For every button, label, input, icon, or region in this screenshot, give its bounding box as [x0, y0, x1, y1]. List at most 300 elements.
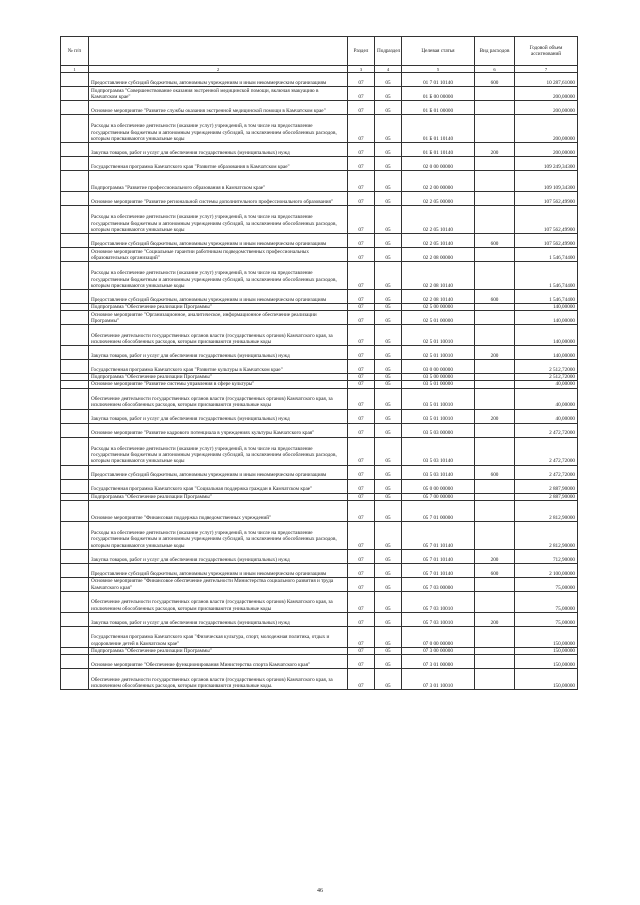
table-row	[61, 388, 578, 409]
cell-razdel: 07	[348, 157, 375, 171]
cell-num	[61, 500, 89, 521]
cell-num	[61, 591, 89, 612]
table-row	[61, 290, 578, 304]
cell-expense	[475, 381, 515, 388]
cell-expense: 600	[475, 234, 515, 248]
cell-name: Основное мероприятие "Развитие системы управления в сфере культуры"	[89, 381, 348, 388]
cell-razdel: 07	[348, 101, 375, 115]
cell-razdel: 07	[348, 234, 375, 248]
cell-name: Закупка товаров, работ и услуг для обеспечения государственных (муниципальных) нужд	[89, 346, 348, 360]
header-amount: Годовой объем ассигнований	[515, 37, 578, 66]
cell-expense	[475, 360, 515, 374]
cell-razdel: 07	[348, 500, 375, 521]
cell-num	[61, 577, 89, 591]
cell-name: Подпрограмма "Обеспечение реализации Программы"	[89, 304, 348, 311]
cell-podrazdel: 05	[375, 563, 402, 577]
cell-name: Подпрограмма "Развитие профессионального образования в Камчатском крае"	[89, 171, 348, 192]
table-row	[61, 465, 578, 479]
cell-expense	[475, 437, 515, 465]
cell-amount: 1 546,74400	[515, 248, 578, 262]
column-number-row	[61, 66, 578, 73]
cell-num	[61, 669, 89, 690]
cell-podrazdel: 05	[375, 325, 402, 346]
cell-podrazdel: 05	[375, 655, 402, 669]
table-row	[61, 612, 578, 626]
table-row	[61, 409, 578, 423]
column-number: 3	[348, 66, 375, 73]
table-row	[61, 381, 578, 388]
cell-expense	[475, 157, 515, 171]
cell-razdel: 07	[348, 381, 375, 388]
cell-podrazdel: 05	[375, 157, 402, 171]
cell-amount: 2 812,90000	[515, 500, 578, 521]
cell-num	[61, 311, 89, 325]
cell-name: Расходы на обеспечение деятельности (оказание услуг) учреждений, в том числе на предоставление государственным бюджетным и автономным учреждениям субсидий, за исключением обособленных расходов, которым присваиваются уникальные коды	[89, 262, 348, 290]
cell-amount: 140,00000	[515, 325, 578, 346]
cell-num	[61, 73, 89, 87]
cell-num	[61, 381, 89, 388]
cell-razdel: 07	[348, 311, 375, 325]
header-name	[89, 37, 348, 66]
cell-amount: 2 812,90000	[515, 521, 578, 549]
cell-amount: 40,00000	[515, 381, 578, 388]
cell-num	[61, 157, 89, 171]
cell-razdel: 07	[348, 563, 375, 577]
cell-amount: 140,00000	[515, 311, 578, 325]
cell-target: 02 2 05 10140	[402, 206, 475, 234]
table-row	[61, 479, 578, 493]
cell-num	[61, 647, 89, 654]
table-row	[61, 248, 578, 262]
cell-name: Государственная программа Камчатского края "Развитие культуры в Камчатском крае"	[89, 360, 348, 374]
cell-razdel: 07	[348, 290, 375, 304]
header-razdel: Раздел	[348, 37, 375, 66]
cell-amount: 140,00000	[515, 304, 578, 311]
column-number: 4	[375, 66, 402, 73]
cell-expense	[475, 206, 515, 234]
cell-expense	[475, 171, 515, 192]
cell-target: 02 5 01 10010	[402, 346, 475, 360]
cell-amount: 1 546,74400	[515, 290, 578, 304]
cell-num	[61, 626, 89, 647]
header-num: № п/п	[61, 37, 89, 66]
cell-expense: 600	[475, 465, 515, 479]
cell-amount: 10 287,61000	[515, 73, 578, 87]
cell-podrazdel: 05	[375, 73, 402, 87]
cell-expense	[475, 388, 515, 409]
cell-target: 05 7 03 10010	[402, 591, 475, 612]
cell-target: 05 7 01 10140	[402, 549, 475, 563]
column-number: 6	[475, 66, 515, 73]
cell-name: Подпрограмма "Совершенствование оказания экстренной медицинской помощи, включая эвакуацию в Камчатском крае"	[89, 87, 348, 101]
cell-razdel: 07	[348, 87, 375, 101]
cell-num	[61, 479, 89, 493]
column-number: 7	[515, 66, 578, 73]
column-number: 2	[89, 66, 348, 73]
table-row	[61, 577, 578, 591]
column-number: 5	[402, 66, 475, 73]
cell-target: 03 5 03 10140	[402, 465, 475, 479]
table-row	[61, 143, 578, 157]
cell-name: Закупка товаров, работ и услуг для обеспечения государственных (муниципальных) нужд	[89, 409, 348, 423]
cell-expense	[475, 626, 515, 647]
cell-name: Предоставление субсидий бюджетным, автономным учреждениям и иным некоммерческим организациям	[89, 234, 348, 248]
cell-podrazdel: 05	[375, 647, 402, 654]
cell-expense: 600	[475, 73, 515, 87]
cell-num	[61, 465, 89, 479]
cell-razdel: 07	[348, 549, 375, 563]
cell-target: 02 2 05 10140	[402, 234, 475, 248]
cell-name: Расходы на обеспечение деятельности (оказание услуг) учреждений, в том числе на предоставление государственным бюджетным и автономным учреждениям субсидий, за исключением обособленных расходов, которым присваиваются уникальные коды	[89, 206, 348, 234]
cell-name: Закупка товаров, работ и услуг для обеспечения государственных (муниципальных) нужд	[89, 549, 348, 563]
cell-target: 02 2 08 10140	[402, 290, 475, 304]
cell-podrazdel: 05	[375, 423, 402, 437]
cell-num	[61, 521, 89, 549]
table-row	[61, 437, 578, 465]
cell-podrazdel: 05	[375, 304, 402, 311]
cell-name: Основное мероприятие "Обеспечение функционирования Министерства спорта Камчатского края"	[89, 655, 348, 669]
cell-target: 05 7 03 10010	[402, 612, 475, 626]
table-row	[61, 591, 578, 612]
cell-razdel: 07	[348, 423, 375, 437]
cell-expense	[475, 500, 515, 521]
cell-name: Основное мероприятие "Развитие кадрового потенциала в учреждениях культуры Камчатского края"	[89, 423, 348, 437]
cell-name: Государственная программа Камчатского края "Социальная поддержка граждан в Камчатском крае"	[89, 479, 348, 493]
cell-podrazdel: 05	[375, 87, 402, 101]
cell-name: Основное мероприятие "Развитие службы оказания экстренной медицинской помощи в Камчатском крае"	[89, 101, 348, 115]
cell-num	[61, 374, 89, 381]
cell-target: 01 Б 00 00000	[402, 87, 475, 101]
cell-amount: 150,00000	[515, 655, 578, 669]
cell-num	[61, 143, 89, 157]
budget-table	[60, 36, 578, 690]
cell-num	[61, 290, 89, 304]
cell-target: 05 7 03 00000	[402, 577, 475, 591]
cell-amount: 150,00000	[515, 669, 578, 690]
cell-podrazdel: 05	[375, 290, 402, 304]
cell-num	[61, 87, 89, 101]
cell-podrazdel: 05	[375, 409, 402, 423]
cell-razdel: 07	[348, 192, 375, 206]
cell-amount: 40,00000	[515, 388, 578, 409]
cell-target: 02 5 00 00000	[402, 304, 475, 311]
cell-amount: 200,00000	[515, 115, 578, 143]
cell-expense	[475, 493, 515, 500]
cell-podrazdel: 05	[375, 234, 402, 248]
table-row	[61, 500, 578, 521]
cell-amount: 75,00000	[515, 577, 578, 591]
cell-num	[61, 612, 89, 626]
cell-name: Расходы на обеспечение деятельности (оказание услуг) учреждений, в том числе на предоставление государственным бюджетным и автономным учреждениям субсидий, за исключением обособленных расходов, которым присваиваются уникальные коды	[89, 437, 348, 465]
cell-target: 07 3 00 00000	[402, 647, 475, 654]
cell-podrazdel: 05	[375, 346, 402, 360]
cell-num	[61, 171, 89, 192]
cell-expense	[475, 521, 515, 549]
cell-num	[61, 101, 89, 115]
cell-expense	[475, 311, 515, 325]
cell-expense	[475, 591, 515, 612]
cell-amount: 2 512,72000	[515, 374, 578, 381]
cell-name: Подпрограмма "Обеспечение реализации Программы"	[89, 374, 348, 381]
cell-target: 07 3 01 00000	[402, 655, 475, 669]
cell-podrazdel: 05	[375, 521, 402, 549]
cell-razdel: 07	[348, 409, 375, 423]
cell-amount: 109 109,34300	[515, 171, 578, 192]
cell-expense	[475, 101, 515, 115]
table-row	[61, 346, 578, 360]
cell-amount: 2 100,00000	[515, 563, 578, 577]
cell-razdel: 07	[348, 669, 375, 690]
column-number: 1	[61, 66, 89, 73]
cell-name: Основное мероприятие "Финансовая поддержка подведомственных учреждений"	[89, 500, 348, 521]
cell-target: 02 5 01 10010	[402, 325, 475, 346]
table-header-row	[61, 37, 578, 66]
table-row	[61, 655, 578, 669]
cell-name: Основное мероприятие "Развитие региональной системы дополнительного профессионального образования"	[89, 192, 348, 206]
cell-razdel: 07	[348, 479, 375, 493]
cell-razdel: 07	[348, 465, 375, 479]
cell-podrazdel: 05	[375, 262, 402, 290]
cell-amount: 107 562,49900	[515, 206, 578, 234]
cell-target: 03 5 03 10140	[402, 437, 475, 465]
cell-amount: 140,00000	[515, 346, 578, 360]
cell-expense	[475, 669, 515, 690]
cell-target: 03 5 01 10010	[402, 409, 475, 423]
cell-amount: 75,00000	[515, 591, 578, 612]
cell-podrazdel: 05	[375, 465, 402, 479]
cell-podrazdel: 05	[375, 171, 402, 192]
cell-podrazdel: 05	[375, 115, 402, 143]
cell-name: Расходы на обеспечение деятельности (оказание услуг) учреждений, в том числе на предоставление государственным бюджетным и автономным учреждениям субсидий, за исключением обособленных расходов, которым присваиваются уникальные коды	[89, 521, 348, 549]
cell-expense	[475, 262, 515, 290]
cell-target: 02 0 00 00000	[402, 157, 475, 171]
cell-target: 02 2 05 00000	[402, 192, 475, 206]
cell-podrazdel: 05	[375, 437, 402, 465]
cell-podrazdel: 05	[375, 500, 402, 521]
table-row	[61, 493, 578, 500]
cell-target: 05 7 01 00000	[402, 500, 475, 521]
cell-podrazdel: 05	[375, 493, 402, 500]
cell-razdel: 07	[348, 521, 375, 549]
cell-expense: 200	[475, 143, 515, 157]
cell-expense	[475, 374, 515, 381]
table-row	[61, 521, 578, 549]
cell-name: Обеспечение деятельности государственных органов власти (государственных органов) Камчатского края, за исключением обособленных расходов, которым присваиваются уникальные коды.	[89, 669, 348, 690]
cell-name: Расходы на обеспечение деятельности (оказание услуг) учреждений, в том числе на предоставление государственным бюджетным и автономным учреждениям субсидий, за исключением обособленных расходов, которым присваиваются уникальные коды	[89, 115, 348, 143]
cell-razdel: 07	[348, 206, 375, 234]
cell-amount: 75,00000	[515, 612, 578, 626]
cell-razdel: 07	[348, 325, 375, 346]
cell-target: 03 0 00 00000	[402, 360, 475, 374]
cell-target: 07 3 01 10010	[402, 669, 475, 690]
cell-num	[61, 360, 89, 374]
table-row	[61, 360, 578, 374]
cell-amount: 2 887,90000	[515, 493, 578, 500]
cell-num	[61, 423, 89, 437]
cell-amount: 2 512,72000	[515, 360, 578, 374]
cell-expense	[475, 115, 515, 143]
cell-name: Подпрограмма "Обеспечение реализации Программы"	[89, 647, 348, 654]
header-target: Целевая статья	[402, 37, 475, 66]
budget-table-sheet	[60, 36, 577, 690]
cell-razdel: 07	[348, 143, 375, 157]
cell-target: 02 2 08 10140	[402, 262, 475, 290]
cell-podrazdel: 05	[375, 591, 402, 612]
cell-name: Предоставление субсидий бюджетным, автономным учреждениям и иным некоммерческим организациям	[89, 465, 348, 479]
cell-podrazdel: 05	[375, 311, 402, 325]
cell-podrazdel: 05	[375, 626, 402, 647]
table-row	[61, 101, 578, 115]
table-row	[61, 325, 578, 346]
cell-name: Обеспечение деятельности государственных органов власти (государственных органов) Камчатского края, за исключением обособленных расходов, которым присваиваются уникальные коды	[89, 591, 348, 612]
cell-target: 01 Б 01 10140	[402, 143, 475, 157]
cell-podrazdel: 05	[375, 577, 402, 591]
cell-name: Обеспечение деятельности государственных органов власти (государственных органов) Камчатского края, за исключением обособленных расходов, которым присваиваются уникальные коды	[89, 325, 348, 346]
cell-target: 02 5 01 00000	[402, 311, 475, 325]
table-row	[61, 157, 578, 171]
table-row	[61, 87, 578, 101]
cell-num	[61, 346, 89, 360]
cell-name: Государственная программа Камчатского края "Физическая культура, спорт, молодежная политика, отдых и оздоровление детей в Камчатском крае"	[89, 626, 348, 647]
cell-amount: 1 546,74400	[515, 262, 578, 290]
cell-razdel: 07	[348, 360, 375, 374]
cell-amount: 109 249,34300	[515, 157, 578, 171]
cell-expense: 200	[475, 549, 515, 563]
cell-target: 05 7 01 10140	[402, 521, 475, 549]
cell-target: 01 Б 01 10140	[402, 115, 475, 143]
table-row	[61, 563, 578, 577]
cell-target: 05 7 00 00000	[402, 493, 475, 500]
cell-expense	[475, 655, 515, 669]
cell-amount: 2 472,72000	[515, 423, 578, 437]
table-row	[61, 311, 578, 325]
cell-expense: 200	[475, 346, 515, 360]
cell-expense	[475, 479, 515, 493]
cell-expense	[475, 192, 515, 206]
cell-num	[61, 437, 89, 465]
cell-razdel: 07	[348, 73, 375, 87]
cell-target: 07 0 00 00000	[402, 626, 475, 647]
cell-expense: 200	[475, 612, 515, 626]
cell-razdel: 07	[348, 346, 375, 360]
cell-amount: 107 562,49900	[515, 192, 578, 206]
cell-razdel: 07	[348, 591, 375, 612]
cell-expense	[475, 325, 515, 346]
cell-amount: 200,00000	[515, 101, 578, 115]
table-row	[61, 669, 578, 690]
cell-amount: 2 887,90000	[515, 479, 578, 493]
table-row	[61, 115, 578, 143]
cell-expense	[475, 423, 515, 437]
cell-num	[61, 655, 89, 669]
cell-razdel: 07	[348, 388, 375, 409]
cell-name: Основное мероприятие "Финансовое обеспечение деятельности Министерства социального развития и труда Камчатского края"	[89, 577, 348, 591]
cell-razdel: 07	[348, 577, 375, 591]
cell-name: Основное мероприятие "Социальные гарантии работникам подведомственных профессиональных образовательных организаций"	[89, 248, 348, 262]
cell-num	[61, 206, 89, 234]
cell-num	[61, 262, 89, 290]
cell-num	[61, 563, 89, 577]
table-row	[61, 374, 578, 381]
table-row	[61, 234, 578, 248]
cell-podrazdel: 05	[375, 192, 402, 206]
table-row	[61, 549, 578, 563]
header-expense: Вид расходов	[475, 37, 515, 66]
cell-name: Закупка товаров, работ и услуг для обеспечения государственных (муниципальных) нужд	[89, 612, 348, 626]
cell-podrazdel: 05	[375, 479, 402, 493]
cell-num	[61, 115, 89, 143]
cell-razdel: 07	[348, 437, 375, 465]
cell-podrazdel: 05	[375, 612, 402, 626]
cell-podrazdel: 05	[375, 374, 402, 381]
table-row	[61, 304, 578, 311]
cell-name: Подпрограмма "Обеспечение реализации Программы"	[89, 493, 348, 500]
cell-razdel: 07	[348, 304, 375, 311]
cell-name: Государственная программа Камчатского края "Развитие образования в Камчатском крае"	[89, 157, 348, 171]
cell-expense	[475, 577, 515, 591]
cell-amount: 200,00000	[515, 87, 578, 101]
cell-target: 01 Б 01 00000	[402, 101, 475, 115]
cell-name: Предоставление субсидий бюджетным, автономным учреждениям и иным некоммерческим организациям	[89, 563, 348, 577]
page-number: 46	[317, 888, 323, 894]
table-row	[61, 262, 578, 290]
cell-expense	[475, 304, 515, 311]
cell-podrazdel: 05	[375, 206, 402, 234]
cell-razdel: 07	[348, 115, 375, 143]
cell-podrazdel: 05	[375, 388, 402, 409]
table-row	[61, 192, 578, 206]
cell-expense: 600	[475, 290, 515, 304]
cell-razdel: 07	[348, 647, 375, 654]
cell-name: Предоставление субсидий бюджетным, автономным учреждениям и иным некоммерческим организациям	[89, 290, 348, 304]
cell-expense: 200	[475, 409, 515, 423]
cell-podrazdel: 05	[375, 669, 402, 690]
cell-expense	[475, 87, 515, 101]
cell-razdel: 07	[348, 374, 375, 381]
cell-target: 02 2 08 00000	[402, 248, 475, 262]
cell-num	[61, 325, 89, 346]
table-row	[61, 171, 578, 192]
cell-amount: 200,00000	[515, 143, 578, 157]
cell-podrazdel: 05	[375, 360, 402, 374]
cell-expense	[475, 248, 515, 262]
header-podrazdel: Подраздел	[375, 37, 402, 66]
cell-podrazdel: 05	[375, 248, 402, 262]
cell-num	[61, 192, 89, 206]
cell-num	[61, 493, 89, 500]
cell-razdel: 07	[348, 171, 375, 192]
cell-num	[61, 304, 89, 311]
cell-podrazdel: 05	[375, 549, 402, 563]
cell-target: 03 5 03 00000	[402, 423, 475, 437]
table-row	[61, 423, 578, 437]
cell-amount: 40,00000	[515, 409, 578, 423]
table-row	[61, 647, 578, 654]
cell-num	[61, 388, 89, 409]
cell-amount: 150,00000	[515, 626, 578, 647]
cell-target: 03 5 01 00000	[402, 381, 475, 388]
cell-target: 05 7 01 10140	[402, 563, 475, 577]
cell-amount: 2 472,72000	[515, 465, 578, 479]
cell-razdel: 07	[348, 655, 375, 669]
cell-podrazdel: 05	[375, 143, 402, 157]
cell-razdel: 07	[348, 493, 375, 500]
cell-name: Закупка товаров, работ и услуг для обеспечения государственных (муниципальных) нужд	[89, 143, 348, 157]
cell-target: 01 7 01 10140	[402, 73, 475, 87]
cell-podrazdel: 05	[375, 381, 402, 388]
cell-target: 02 2 00 00000	[402, 171, 475, 192]
cell-num	[61, 409, 89, 423]
